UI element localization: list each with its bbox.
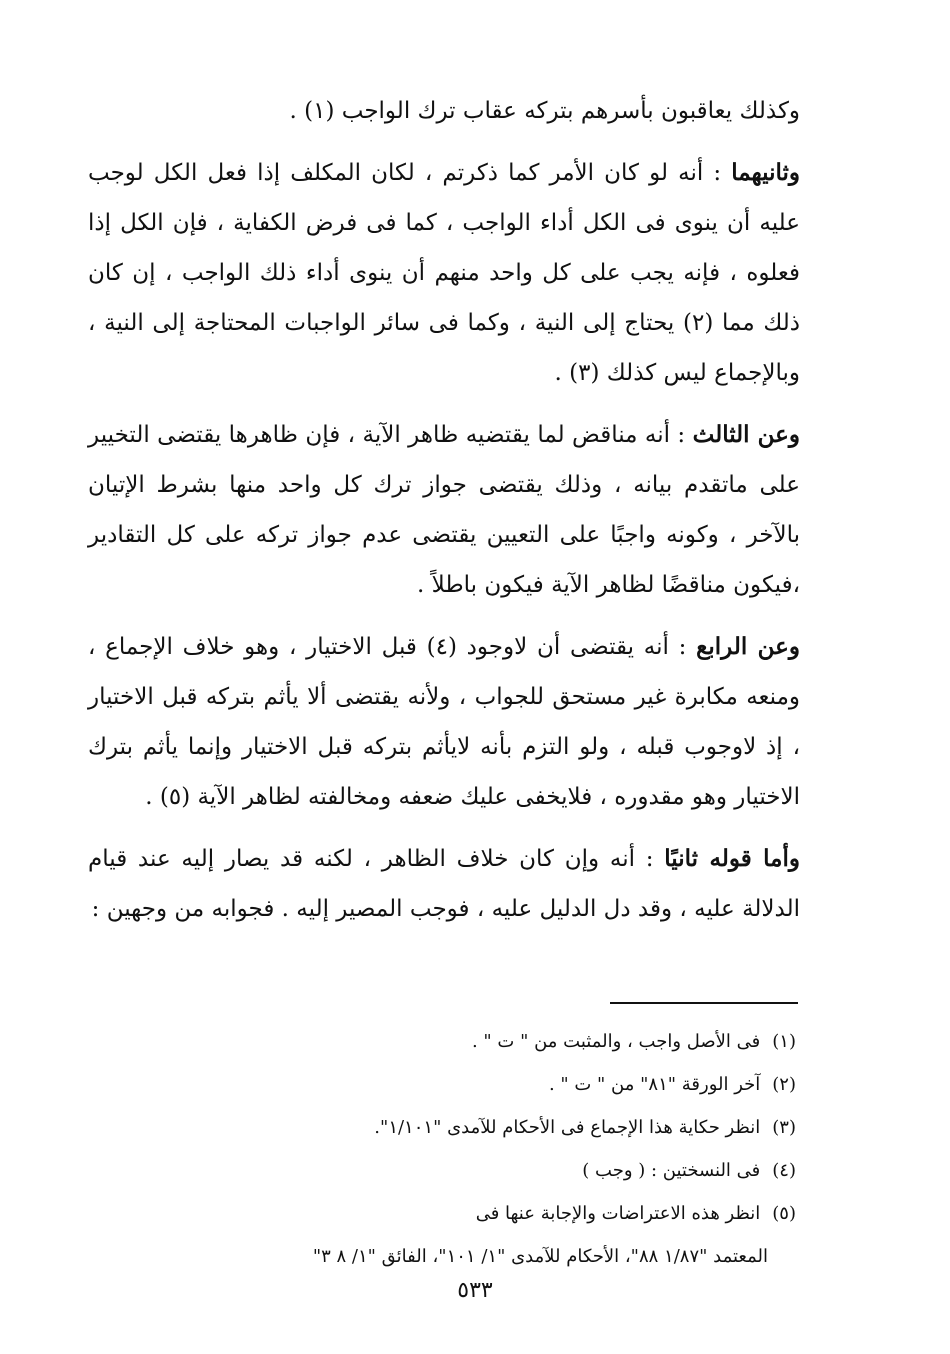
footnote-3-text: انظر حكاية هذا الإجماع فى الأحكام للآمدى "١/١٠١".: [374, 1117, 761, 1138]
paragraph-3-lead: وعن الثالث: [692, 421, 800, 448]
paragraph-5-lead: وأما قوله ثانيًا: [664, 845, 800, 872]
footnote-5-number: (٥): [772, 1203, 796, 1224]
paragraph-4-lead: وعن الرابع: [696, 633, 801, 660]
footnote-2-number: (٢): [772, 1074, 796, 1095]
footnote-5: [120, 1192, 796, 1235]
footnote-4-text: فى النسختين : ( وجب ): [582, 1160, 761, 1181]
footnote-5-text: انظر هذه الاعتراضات والإجابة عنها فى: [475, 1203, 761, 1224]
footnote-5-continuation: المعتمد "١/٨٧ ٨٨"، الأحكام للآمدى "١/ ١٠١"، الفائق "١/ ٨ ٣": [312, 1246, 768, 1267]
paragraph-4: [88, 622, 800, 822]
paragraph-2-lead: وثانيهما: [731, 159, 800, 186]
main-text: [88, 86, 800, 946]
footnote-4: [120, 1149, 796, 1192]
paragraph-2-text: : أنه لو كان الأمر كما ذكرتم ، لكان المكلف إذا فعل الكل لوجب عليه أن ينوى فى الكل أداء الواجب ، كما فى فرض الكفاية ، فإن الكل إذا فعلوه ، فإنه يجب على كل واحد منهم أن ينوى أداء ذلك الواجب ، إن كان ذلك مما (٢) يحتاج إلى النية ، وكما فى سائر الواجبات المحتاجة إلى النية ، وبالإجماع ليس كذلك (٣) .: [88, 160, 800, 386]
paragraph-1: [88, 86, 800, 136]
footnote-1: [120, 1020, 796, 1063]
paragraph-2: [88, 148, 800, 398]
footnote-divider: [610, 1002, 798, 1004]
paragraph-1-text: وكذلك يعاقبون بأسرهم بتركه عقاب ترك الواجب (١) .: [289, 98, 800, 124]
page-number: ٥٣٣: [457, 1278, 493, 1303]
footnotes: [120, 1020, 796, 1278]
paragraph-3: [88, 410, 800, 610]
paragraph-5: [88, 834, 800, 934]
footnote-2-text: آخر الورقة "٨١" من " ت " .: [548, 1074, 761, 1095]
footnote-4-number: (٤): [772, 1160, 796, 1181]
paragraph-4-text: : أنه يقتضى أن لاوجود (٤) قبل الاختيار ، وهو خلاف الإجماع ، ومنعه مكابرة غير مستحق للجواب ، ولأنه يقتضى ألا يأثم بتركه قبل الاختيار ، إذ لاوجوب قبله ، ولو التزم بأنه لايأثم بتركه قبل الاختيار وإنما يأثم بترك الاختيار وهو مقدوره ، فلايخفى عليك ضعفه ومخالفته لظاهر الآية (٥) .: [88, 634, 800, 810]
footnote-3-number: (٣): [772, 1117, 796, 1138]
footnote-2: [120, 1063, 796, 1106]
footnote-1-number: (١): [772, 1031, 796, 1052]
paragraph-5-text: : أنه وإن كان خلاف الظاهر ، لكنه قد يصار إليه عند قيام الدلالة عليه ، وقد دل الدليل عليه ، فوجب المصير إليه . فجوابه من وجهين :: [88, 846, 800, 922]
footnote-1-text: فى الأصل واجب ، والمثبت من " ت " .: [471, 1031, 761, 1052]
footnote-3: [120, 1106, 796, 1149]
paragraph-3-text: : أنه مناقض لما يقتضيه ظاهر الآية ، فإن ظاهرها يقتضى التخيير على ماتقدم بيانه ، وذلك يقتضى جواز ترك كل واحد منها بشرط الإتيان بالآخر ، وكونه واجبًا على التعيين يقتضى عدم جواز تركه على كل التقادير ،فيكون مناقضًا لظاهر الآية فيكون باطلاً .: [88, 422, 800, 598]
